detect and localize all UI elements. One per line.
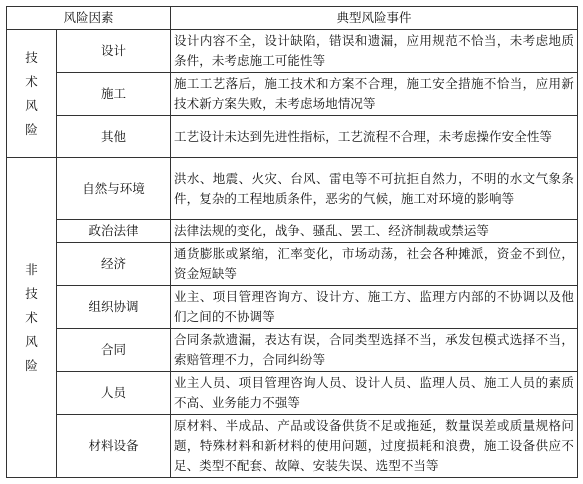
factor-cell: 设计 [57, 30, 171, 73]
factor-cell: 经济 [57, 243, 171, 286]
event-cell: 通货膨胀或紧缩，汇率变化，市场动荡，社会各种摊派，资金不到位，资金短缺等 [171, 243, 578, 286]
event-cell: 洪水、地震、火灾、台风、雷电等不可抗拒自然力，不明的水文气象条件，复杂的工程地质条件，恶劣的气候，施工对环境的影响等 [171, 158, 578, 220]
table-row [7, 30, 578, 73]
header-event: 典型风险事件 [171, 7, 578, 30]
table-row [7, 286, 578, 329]
table-row [7, 116, 578, 158]
event-cell: 法律法规的变化，战争、骚乱、罢工、经济制裁或禁运等 [171, 220, 578, 243]
table-row [7, 329, 578, 372]
header-factor: 风险因素 [7, 7, 171, 30]
table-row [7, 243, 578, 286]
table-row [7, 220, 578, 243]
event-cell: 原材料、半成品、产品或设备供货不足或拖延，数量误差或质量规格问题，特殊材料和新材料的使用问题，过度损耗和浪费，施工设备供应不足、类型不配套、故障、安装失误、选型不当等 [171, 415, 578, 478]
table-row [7, 372, 578, 415]
table-row [7, 73, 578, 116]
risk-table [6, 6, 578, 478]
category-non-technical: 非 技 术 风 险 [7, 158, 57, 478]
factor-cell: 合同 [57, 329, 171, 372]
event-cell: 业主、项目管理咨询方、设计方、施工方、监理方内部的不协调以及他们之间的不协调等 [171, 286, 578, 329]
event-cell: 施工工艺落后，施工技术和方案不合理，施工安全措施不恰当，应用新技术新方案失败，未考虑场地情况等 [171, 73, 578, 116]
factor-cell: 人员 [57, 372, 171, 415]
event-cell: 工艺设计未达到先进性指标，工艺流程不合理，未考虑操作安全性等 [171, 116, 578, 158]
event-cell: 业主人员、项目管理咨询人员、设计人员、监理人员、施工人员的素质不高、业务能力不强等 [171, 372, 578, 415]
factor-cell: 施工 [57, 73, 171, 116]
factor-cell: 组织协调 [57, 286, 171, 329]
factor-cell: 其他 [57, 116, 171, 158]
header-row [7, 7, 578, 30]
category-technical: 技 术 风 险 [7, 30, 57, 158]
factor-cell: 自然与环境 [57, 158, 171, 220]
table-row [7, 415, 578, 478]
table-row [7, 158, 578, 220]
event-cell: 合同条款遗漏，表达有误，合同类型选择不当，承发包模式选择不当，索赔管理不力，合同纠纷等 [171, 329, 578, 372]
factor-cell: 材料设备 [57, 415, 171, 478]
event-cell: 设计内容不全，设计缺陷，错误和遗漏，应用规范不恰当，未考虑地质条件，未考虑施工可能性等 [171, 30, 578, 73]
factor-cell: 政治法律 [57, 220, 171, 243]
